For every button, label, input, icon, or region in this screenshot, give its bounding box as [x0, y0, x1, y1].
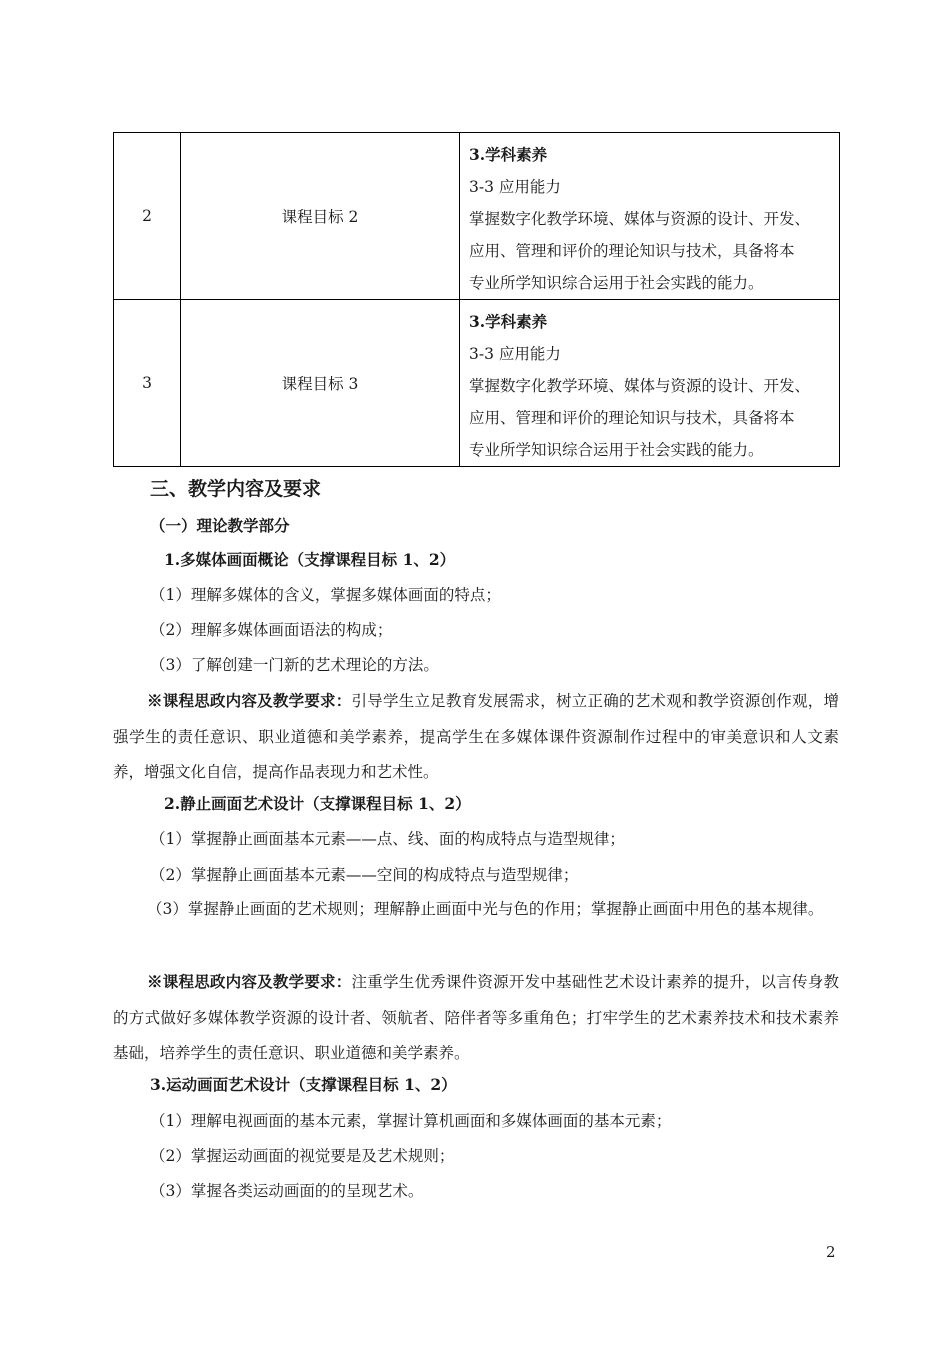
ideology-label: ※课程思政内容及教学要求：: [147, 691, 352, 710]
list-item: （3）了解创建一门新的艺术理论的方法。: [150, 656, 439, 674]
list-item: （2）掌握运动画面的视觉要是及艺术规则；: [150, 1147, 455, 1165]
unit-heading: 3.运动画面艺术设计（支撑课程目标 1、2）: [150, 1075, 457, 1094]
row-number: 2: [114, 133, 181, 300]
requirement-text-line: 掌握数字化教学环境、媒体与资源的设计、开发、: [469, 377, 811, 395]
ideology-paragraph: [113, 683, 839, 791]
page-number: 2: [826, 1243, 836, 1261]
ideology-text: 引导学生立足教育发展需求，树立正确的艺术观和教学资源创作观，增强学生的责任意识、职业道德和美学素养，提高学生在多媒体课件资源制作过程中的审美意识和人文素养，增强文化自信，提高作品表现力和艺术性。: [113, 692, 839, 781]
list-item: （1）理解电视画面的基本元素，掌握计算机画面和多媒体画面的基本元素；: [150, 1112, 672, 1130]
unit-heading: 2.静止画面艺术设计（支撑课程目标 1、2）: [164, 794, 471, 813]
requirement-text-line: 专业所学知识综合运用于社会实践的能力。: [469, 441, 764, 459]
requirement-subitem: 3-3 应用能力: [469, 178, 561, 196]
course-goals-table: [113, 132, 840, 467]
unit-heading: 1.多媒体画面概论（支撑课程目标 1、2）: [164, 550, 456, 569]
ideology-text: 注重学生优秀课件资源开发中基础性艺术设计素养的提升，以言传身教的方式做好多媒体教学资源的设计者、领航者、陪伴者等多重角色；打牢学生的艺术素养技术和技术素养基础，培养学生的责任意识、职业道德和美学素养。: [113, 973, 839, 1062]
graduation-requirement-cell: [460, 300, 840, 467]
requirement-text-line: 掌握数字化教学环境、媒体与资源的设计、开发、: [469, 210, 811, 228]
list-item: （2）掌握静止画面基本元素——空间的构成特点与造型规律；: [150, 866, 579, 884]
row-number: 3: [114, 300, 181, 467]
ideology-paragraph: [113, 964, 839, 1072]
table-row: [114, 300, 840, 467]
list-item: （2）理解多媒体画面语法的构成；: [150, 621, 393, 639]
table-row: [114, 133, 840, 300]
requirement-heading: 3.学科素养: [469, 312, 548, 331]
section-title: 三、教学内容及要求: [150, 478, 322, 500]
ideology-label: ※课程思政内容及教学要求：: [147, 972, 352, 991]
course-goal-cell: 课程目标 2: [181, 133, 460, 300]
course-goal-cell: 课程目标 3: [181, 300, 460, 467]
requirement-text-line: 应用、管理和评价的理论知识与技术，具备将本: [469, 409, 795, 427]
list-item: （3）掌握静止画面的艺术规则；理解静止画面中光与色的作用；掌握静止画面中用色的基本规律。: [147, 900, 824, 918]
requirement-heading: 3.学科素养: [469, 145, 548, 164]
list-item: （1）理解多媒体的含义，掌握多媒体画面的特点；: [150, 586, 501, 604]
requirement-text-line: 应用、管理和评价的理论知识与技术，具备将本: [469, 242, 795, 260]
subsection-title: （一）理论教学部分: [150, 516, 290, 535]
requirement-text-line: 专业所学知识综合运用于社会实践的能力。: [469, 274, 764, 292]
list-item: （3）掌握各类运动画面的的呈现艺术。: [150, 1182, 424, 1200]
list-item: （1）掌握静止画面基本元素——点、线、面的构成特点与造型规律；: [150, 830, 625, 848]
graduation-requirement-cell: [460, 133, 840, 300]
requirement-subitem: 3-3 应用能力: [469, 345, 561, 363]
